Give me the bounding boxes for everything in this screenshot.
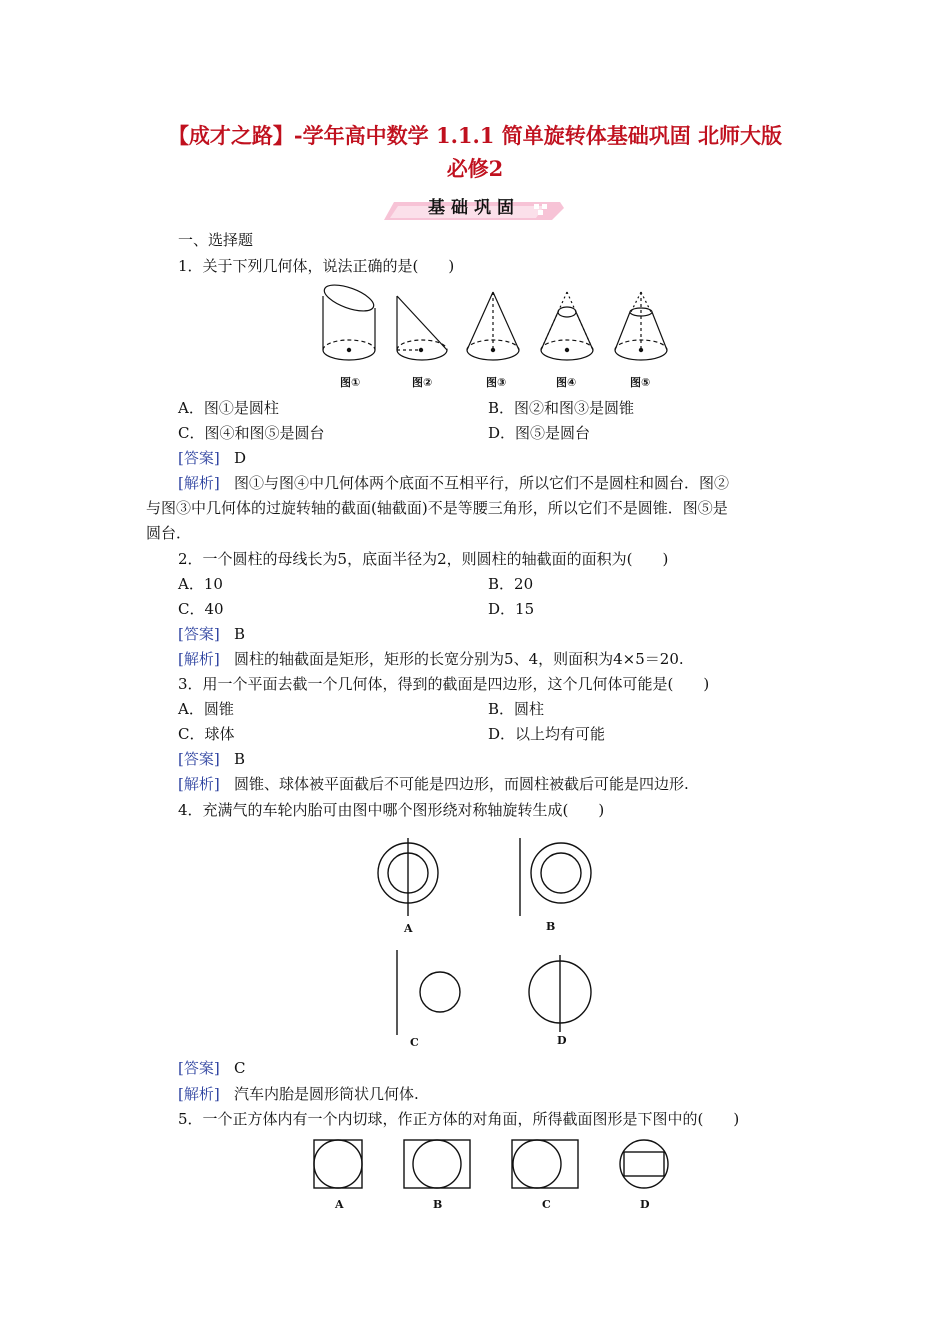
q3-answer-tag: [答案] [178, 750, 220, 768]
q3-stem: 3．用一个平面去截一个几何体，得到的截面是四边形，这个几何体可能是( ) [178, 675, 710, 693]
q3-option-b: B．圆柱 [488, 700, 545, 718]
q3-analysis-tag: [解析] [178, 775, 220, 793]
q5-fig-b-shape [404, 1140, 470, 1188]
q3-option-d: D．以上均有可能 [488, 725, 606, 743]
q1-fig2-caption: 图② [412, 376, 433, 389]
q4-answer-tag: [答案] [178, 1059, 220, 1077]
q2-option-a: A．10 [178, 575, 223, 593]
section-heading: 一、选择题 [178, 231, 254, 249]
q2-analysis-text: 圆柱的轴截面是矩形，矩形的长宽分别为5、4，则面积为4×5＝20. [234, 650, 684, 668]
q4-fig-a-shape [378, 838, 438, 916]
q2-option-d: D．15 [488, 600, 535, 618]
q2-option-b: B．20 [488, 575, 534, 593]
q2-answer-row [178, 624, 245, 644]
q1-fig4-caption: 图④ [556, 376, 577, 389]
q5-figure [300, 1134, 680, 1204]
document-title-line2: 必修2 [446, 156, 504, 181]
q3-analysis-row [178, 774, 689, 794]
q5-caption-b: B [433, 1198, 443, 1211]
q4-fig-c-shape [397, 950, 460, 1035]
q5-caption-c: C [542, 1198, 551, 1211]
q5-fig-a-shape [314, 1140, 362, 1188]
q4-fig-d-shape [529, 955, 591, 1032]
q1-analysis-line3: 圆台． [146, 524, 192, 542]
q5-caption-d: D [640, 1198, 650, 1211]
q1-stem: 1．关于下列几何体，说法正确的是( ) [178, 257, 455, 275]
q1-analysis-line1: 图①与图④中几何体两个底面不互相平行，所以它们不是圆柱和圆台．图② [234, 474, 730, 492]
q1-analysis-tag: [解析] [178, 474, 220, 492]
q1-fig5-caption: 图⑤ [630, 376, 651, 389]
document-title-line1: 【成才之路】-学年高中数学 1.1.1 简单旋转体基础巩固 北师大版 [167, 123, 783, 148]
q1-analysis-row [178, 473, 729, 493]
q2-answer-value: B [234, 625, 246, 643]
q1-answer-tag: [答案] [178, 449, 220, 467]
section-banner [384, 196, 564, 222]
q5-fig-d-shape [620, 1140, 668, 1188]
q3-option-c: C．球体 [178, 725, 235, 743]
q4-answer-row [178, 1058, 246, 1078]
q4-caption-d: D [557, 1034, 567, 1047]
q4-answer-value: C [234, 1059, 246, 1077]
q1-option-a: A．图①是圆柱 [178, 399, 279, 417]
q5-caption-a: A [335, 1198, 344, 1211]
q4-analysis-tag: [解析] [178, 1085, 220, 1103]
q4-figure [370, 830, 600, 1060]
q1-option-d: D．图⑤是圆台 [488, 424, 591, 442]
q1-answer-value: D [234, 449, 247, 467]
q2-stem: 2．一个圆柱的母线长为5，底面半径为2，则圆柱的轴截面的面积为( ) [178, 550, 669, 568]
q1-option-c: C．图④和图⑤是圆台 [178, 424, 325, 442]
q1-analysis-line2: 与图③中几何体的过旋转轴的截面(轴截面)不是等腰三角形，所以它们不是圆锥．图⑤是 [146, 499, 728, 517]
q4-fig-b-shape [520, 838, 591, 916]
q4-analysis-text: 汽车内胎是圆形筒状几何体. [234, 1085, 419, 1103]
q1-fig3-caption: 图③ [486, 376, 507, 389]
q1-fig1-caption: 图① [340, 376, 361, 389]
q4-caption-b: B [546, 920, 556, 933]
q2-analysis-tag: [解析] [178, 650, 220, 668]
q3-answer-value: B [234, 750, 246, 768]
q2-option-c: C．40 [178, 600, 224, 618]
q3-option-a: A．圆锥 [178, 700, 234, 718]
q5-stem: 5．一个正方体内有一个内切球，作正方体的对角面，所得截面图形是下图中的( ) [178, 1110, 740, 1128]
q4-stem: 4．充满气的车轮内胎可由图中哪个图形绕对称轴旋转生成( ) [178, 801, 605, 819]
banner-label: 基础巩固 [428, 198, 520, 218]
q3-answer-row [178, 749, 245, 769]
q4-analysis-row [178, 1084, 419, 1104]
q5-fig-c-shape [512, 1140, 578, 1188]
q2-analysis-row [178, 649, 684, 669]
q2-answer-tag: [答案] [178, 625, 220, 643]
q4-caption-a: A [404, 922, 413, 935]
q1-answer-row [178, 448, 246, 468]
q1-figure-solids [315, 284, 675, 384]
q3-analysis-text: 圆锥、球体被平面截后不可能是四边形，而圆柱被截后可能是四边形. [234, 775, 689, 793]
q1-option-b: B．图②和图③是圆锥 [488, 399, 635, 417]
q4-caption-c: C [410, 1036, 419, 1049]
